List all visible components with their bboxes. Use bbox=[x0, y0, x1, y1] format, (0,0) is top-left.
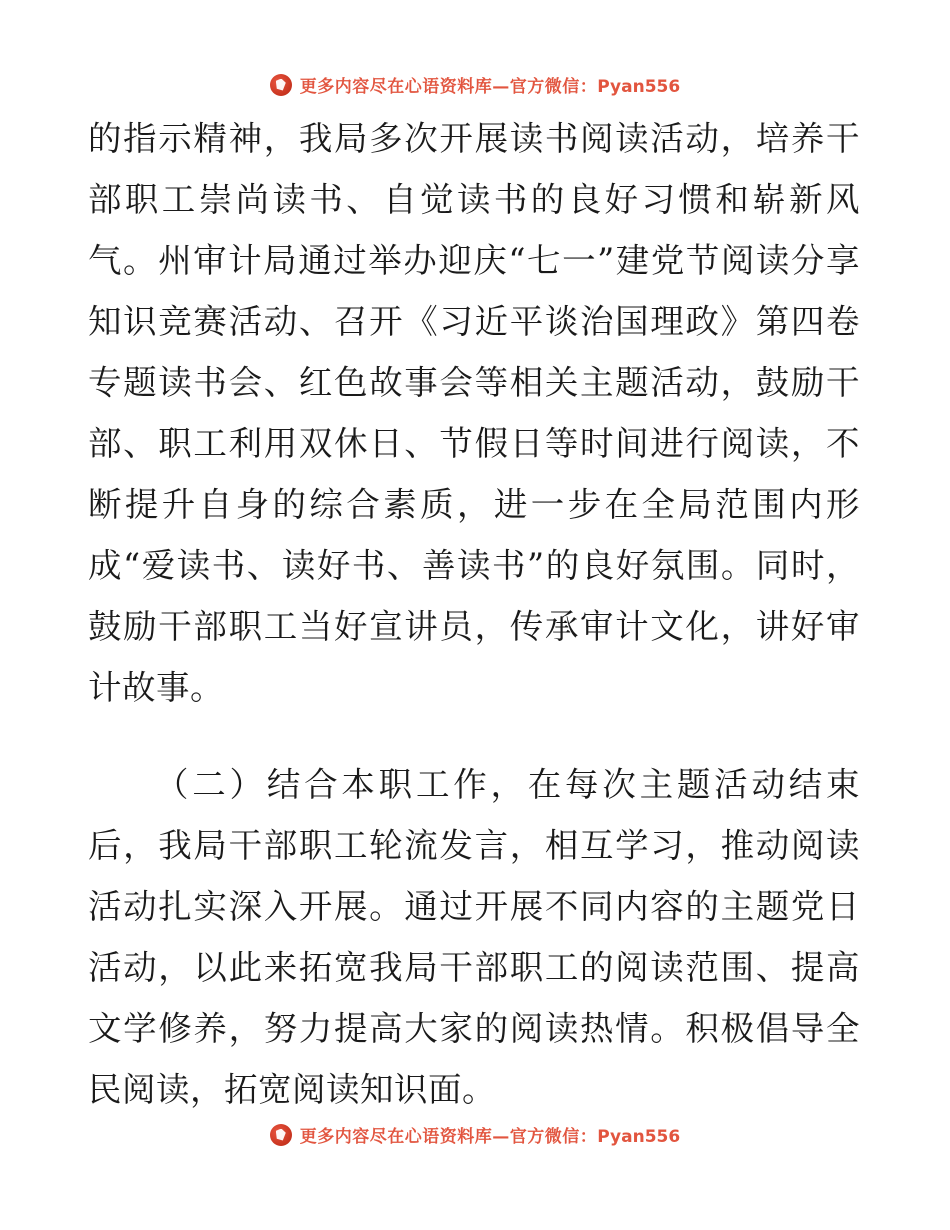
watermark-bottom-main: 更多内容尽在心语资料库—官方微信： bbox=[299, 1127, 598, 1147]
watermark-bottom-code: Pyan556 bbox=[597, 1127, 681, 1147]
paragraph-1: 的指示精神，我局多次开展读书阅读活动，培养干部职工崇尚读书、自觉读书的良好习惯和崭新风气。州审计局通过举办迎庆“七一”建党节阅读分享知识竞赛活动、召开《习近平谈治国理政》第四卷专题读书会、红色故事会等相关主题活动，鼓励干部、职工利用双休日、节假日等时间进行阅读，不断提升自身的综合素质，进一步在全局范围内形成“爱读书、读好书、善读书”的良好氛围。同时，鼓励干部职工当好宣讲员，传承审计文化，讲好审计故事。 bbox=[88, 119, 860, 707]
seal-logo-icon bbox=[270, 1124, 292, 1146]
document-body bbox=[88, 108, 860, 1109]
watermark-top-main: 更多内容尽在心语资料库—官方微信： bbox=[299, 77, 598, 97]
seal-logo-icon bbox=[270, 74, 292, 96]
watermark-bottom bbox=[0, 1122, 950, 1147]
watermark-top-code: Pyan556 bbox=[597, 77, 681, 97]
watermark-top-text bbox=[300, 72, 680, 97]
watermark-top bbox=[0, 72, 950, 97]
paragraph-2: （二）结合本职工作，在每次主题活动结束后，我局干部职工轮流发言，相互学习，推动阅读活动扎实深入开展。通过开展不同内容的主题党日活动，以此来拓宽我局干部职工的阅读范围、提高文学修养，努力提高大家的阅读热情。积极倡导全民阅读，拓宽阅读知识面。 bbox=[88, 765, 860, 1109]
watermark-bottom-text bbox=[300, 1122, 680, 1147]
